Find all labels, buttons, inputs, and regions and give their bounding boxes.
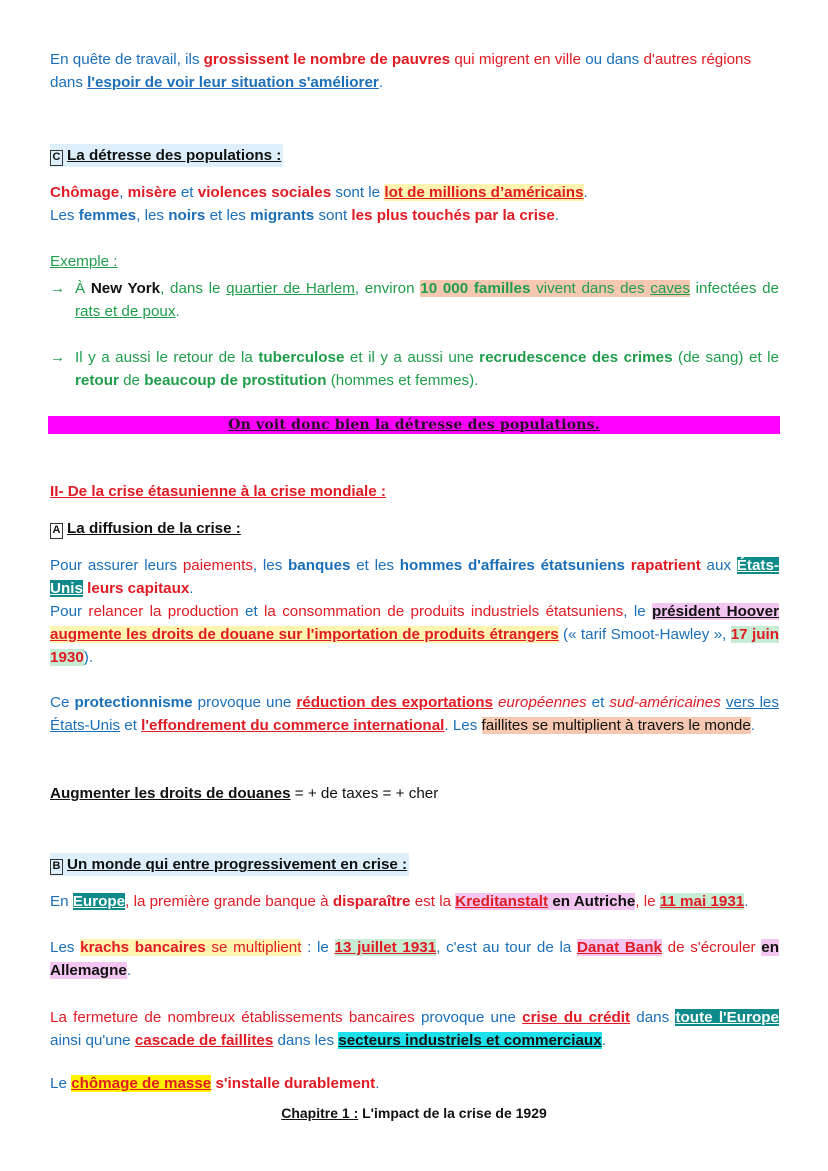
b-p2-e: 13 juillet 1931 (334, 939, 437, 956)
ex1-c: , dans le (160, 280, 227, 297)
intro-t2: grossissent le nombre de pauvres (203, 51, 451, 68)
ex1-d: quartier de Harlem (226, 280, 355, 297)
b-p3-g: cascade de faillites (134, 1032, 274, 1049)
a-p1-j: États-Unis (50, 557, 779, 597)
b-p3-a: La fermeture de nombreux établissements bancaires (50, 1009, 421, 1026)
section-b-title: Un monde qui entre progressivement en crise : (67, 856, 408, 873)
a-p2-h: augmente les droits de douane sur l'importation de produits étrangers (50, 626, 559, 643)
b-p1-j: . (744, 893, 749, 910)
arrow-icon: → (50, 349, 66, 366)
ex2-g: de (118, 372, 145, 389)
a-p3-g: et (586, 694, 610, 711)
b-p3-e: toute l'Europe (675, 1009, 779, 1026)
b-p3-b: provoque une (420, 1009, 523, 1026)
section-b-paragraph-3 (50, 1006, 779, 1052)
ex2-i: (hommes et femmes). (326, 372, 479, 389)
a-p2-f: président Hoover (651, 603, 779, 620)
ex2-h: beaucoup de prostitution (144, 372, 327, 389)
section-c-line1 (50, 181, 779, 204)
intro-paragraph (50, 48, 779, 94)
a-p1-c: , les (252, 557, 289, 574)
c-l1-h: . (583, 184, 588, 201)
section-a-paragraph-3 (50, 691, 779, 737)
arrow-icon: → (50, 280, 66, 297)
b-p3-d: dans (630, 1009, 676, 1026)
a-p1-l: leurs capitaux (87, 580, 190, 597)
b-p1-c: , la première grande banque à (125, 893, 333, 910)
c-l1-d: et (176, 184, 198, 201)
ex1-j: rats et de poux (75, 303, 176, 320)
a-p1-i: aux (700, 557, 737, 574)
ex1-b: New York (90, 280, 161, 297)
ex1-f: 10 000 familles (420, 280, 531, 297)
ex1-e: , environ (354, 280, 421, 297)
b-p4-a: Le (50, 1075, 72, 1092)
ex1-h: caves (650, 280, 690, 297)
ex1-g: vivent dans des (530, 280, 651, 297)
b-p2-i: en Allemagne (50, 939, 779, 979)
b-p1-g: en Autriche (548, 893, 636, 910)
b-p2-b: krachs bancaires (80, 939, 206, 956)
intro-t3: qui migrent en ville (450, 51, 586, 68)
ex1-k: . (175, 303, 180, 320)
a-p2-d: la consommation de produits industriels étatsuniens (264, 603, 624, 620)
a-p2-a: Pour (50, 603, 89, 620)
intro-t4: ou dans (585, 51, 644, 68)
c-l1-c: misère (127, 184, 177, 201)
a-p2-b: relancer la production (88, 603, 239, 620)
b-p1-f: Kreditanstalt (455, 893, 549, 910)
section-c-letter: C (50, 150, 63, 166)
intro-t8: . (378, 74, 384, 91)
a-p3-c: provoque une (192, 694, 297, 711)
a-p1-f: hommes d'affaires étatsuniens (399, 557, 626, 574)
section-c-line2 (50, 204, 779, 227)
b-p4-b: chômage de masse (71, 1075, 212, 1092)
b-p2-g: Danat Bank (576, 939, 662, 956)
ex2-a: Il y a aussi le retour de la (75, 349, 259, 366)
a-p3-n: faillites se multiplient à travers le monde (481, 717, 751, 734)
a-p2-e: , le (623, 603, 652, 620)
footer-chapter-label: Chapitre 1 : (281, 1105, 359, 1121)
intro-t5: d'autres régions (643, 51, 752, 68)
section-b-heading (50, 853, 409, 876)
c-l2-g: sont (314, 207, 352, 224)
a-p3-h: sud-américaines (609, 694, 721, 711)
intro-t7: l'espoir de voir leur situation s'améliorer (87, 74, 379, 91)
c-l2-c: , les (136, 207, 169, 224)
ex2-c: et il y a aussi une (344, 349, 480, 366)
b-p2-h: de s'écrouler (661, 939, 762, 956)
ex2-e: (de sang) et le (672, 349, 779, 366)
part-2-title: II- De la crise étasunienne à la crise mondiale : (50, 483, 386, 500)
b-p3-i: secteurs industriels et commerciaux (338, 1032, 602, 1049)
a-p3-k: et (120, 717, 142, 734)
section-a-letter: A (50, 523, 63, 539)
ex1-i: infectées de (689, 280, 780, 297)
c-l2-e: et les (205, 207, 251, 224)
a-p3-d: réduction des exportations (296, 694, 493, 711)
b-p4-d: . (375, 1075, 380, 1092)
a-p2-i: (« tarif Smoot-Hawley », (558, 626, 731, 643)
b-p3-c: crise du crédit (522, 1009, 631, 1026)
page-footer (0, 1102, 828, 1125)
section-a-paragraph-2 (50, 600, 779, 669)
a-p1-a: Pour assurer leurs (50, 557, 183, 574)
conclusion-banner: On voit donc bien la détresse des populations. (48, 416, 780, 434)
b-p2-c: se multiplient (205, 939, 302, 956)
example-2 (50, 346, 779, 392)
intro-t1: En quête de travail, ils (50, 51, 204, 68)
b-p2-a: Les (50, 939, 81, 956)
a-p3-a: Ce (50, 694, 75, 711)
section-a-paragraph-4 (50, 782, 779, 805)
a-p2-c: et (238, 603, 265, 620)
section-a-heading (50, 517, 241, 540)
c-l1-e: violences sociales (197, 184, 332, 201)
a-p2-k: ). (83, 649, 94, 666)
section-b-paragraph-1 (50, 890, 779, 913)
c-l1-a: Chômage (50, 184, 120, 201)
b-p2-j: . (126, 962, 132, 979)
b-p1-h: , le (635, 893, 660, 910)
c-l1-g: lot de millions d’américains (384, 184, 584, 201)
a-p4-a: Augmenter les droits de douanes (50, 785, 291, 802)
section-a-title: La diffusion de la crise : (67, 520, 241, 537)
b-p2-d: : le (301, 939, 335, 956)
c-l2-f: migrants (250, 207, 315, 224)
c-l2-b: femmes (78, 207, 137, 224)
a-p3-f: européennes (497, 694, 587, 711)
a-p2-j: 17 juin 1930 (50, 626, 779, 666)
b-p3-j: . (601, 1032, 606, 1049)
example-label: Exemple : (50, 253, 118, 270)
c-l2-d: noirs (168, 207, 206, 224)
ex1-a: À (75, 280, 91, 297)
c-l2-h: les plus touchés par la crise (351, 207, 555, 224)
ex2-b: tuberculose (258, 349, 345, 366)
a-p3-o: . (750, 717, 756, 734)
footer-chapter-title: L'impact de la crise de 1929 (358, 1105, 547, 1121)
ex2-f: retour (75, 372, 119, 389)
b-p2-f: , c'est au tour de la (436, 939, 577, 956)
b-p3-h: dans les (273, 1032, 339, 1049)
a-p4-b: = + de taxes = + cher (290, 785, 439, 802)
ex2-d: recrudescence des crimes (479, 349, 673, 366)
b-p1-b: Europe (72, 893, 126, 910)
b-p1-a: En (50, 893, 73, 910)
intro-t6: dans (50, 74, 88, 91)
section-b-letter: B (50, 859, 63, 875)
b-p1-d: disparaître (332, 893, 411, 910)
c-l1-f: sont le (331, 184, 385, 201)
b-p1-i: 11 mai 1931 (659, 893, 745, 910)
a-p1-h: rapatrient (630, 557, 701, 574)
a-p3-j: vers les États-Unis (50, 694, 779, 734)
a-p1-e: et les (350, 557, 400, 574)
b-p4-c: s'installe durablement (211, 1075, 376, 1092)
a-p3-l: l'effondrement du commerce international (141, 717, 445, 734)
a-p3-b: protectionnisme (74, 694, 193, 711)
c-l2-a: Les (50, 207, 79, 224)
a-p3-m: . Les (444, 717, 482, 734)
section-a-paragraph-1 (50, 554, 779, 600)
c-l2-i: . (554, 207, 560, 224)
example-1 (50, 277, 779, 323)
section-b-paragraph-4 (50, 1072, 779, 1095)
section-b-paragraph-2 (50, 936, 779, 982)
a-p1-b: paiements (182, 557, 253, 574)
a-p1-d: banques (288, 557, 351, 574)
c-l1-b: , (119, 184, 128, 201)
b-p3-f: ainsi qu'une (50, 1032, 135, 1049)
section-c-heading (50, 144, 283, 167)
section-c-title: La détresse des populations : (67, 147, 282, 164)
a-p1-m: . (189, 580, 194, 597)
b-p1-e: est la (410, 893, 456, 910)
